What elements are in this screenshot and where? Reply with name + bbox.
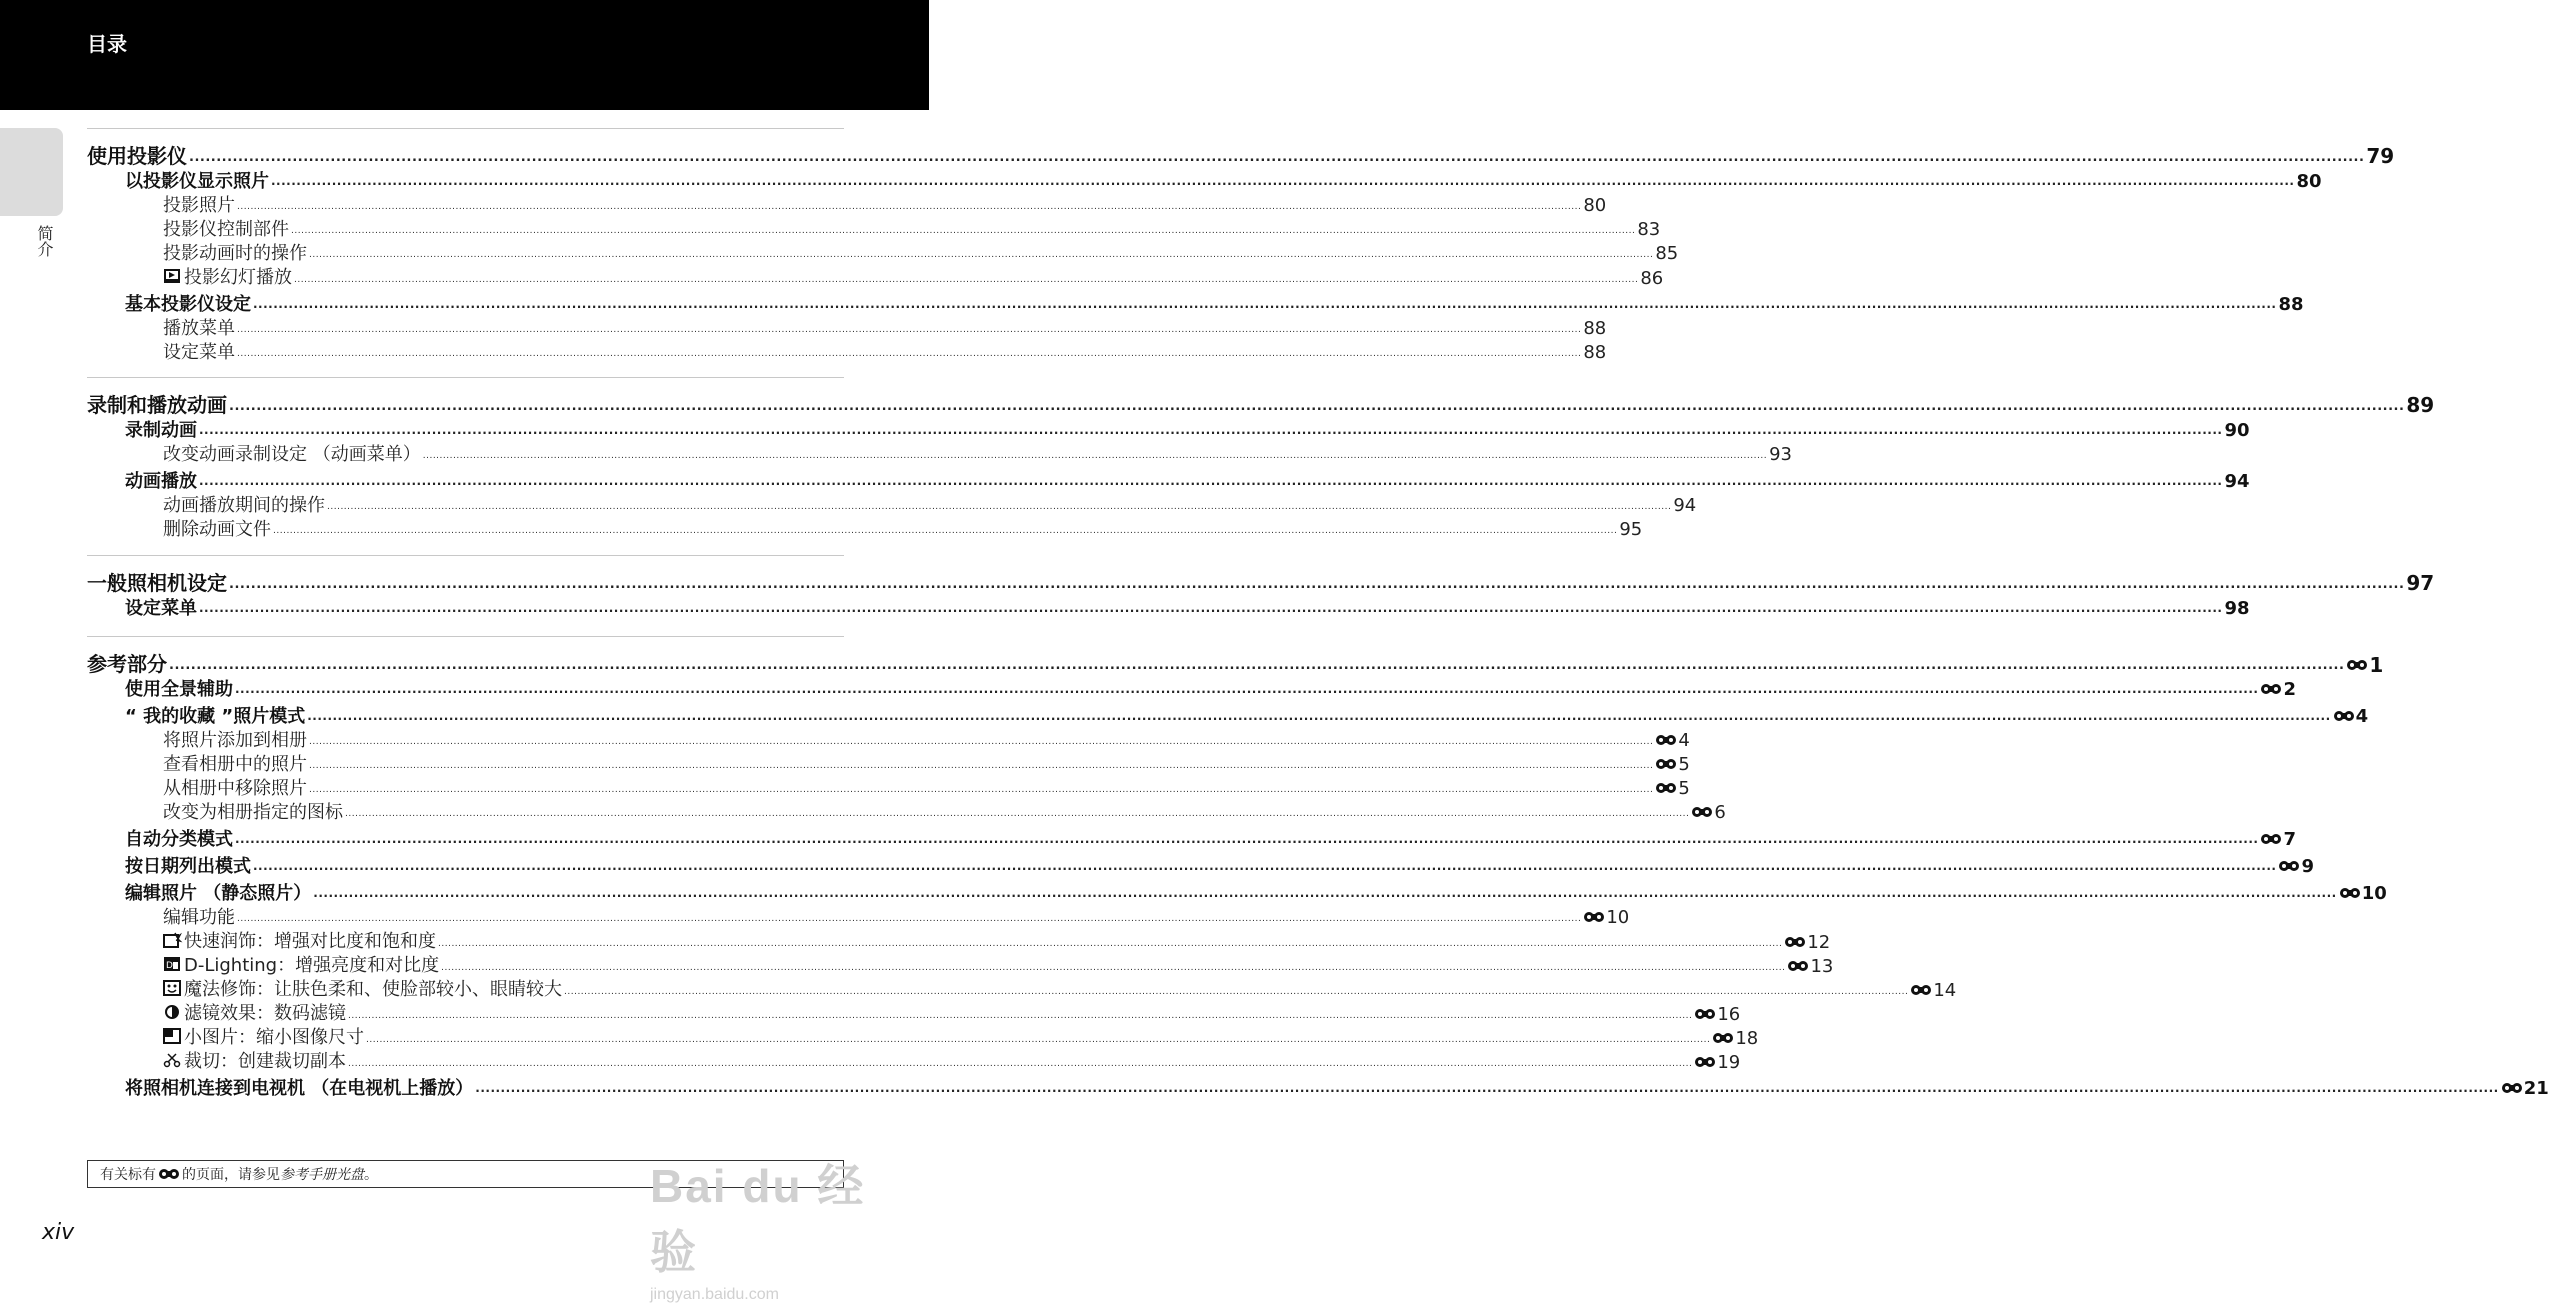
toc-page-number-text: 90 [2224,420,2250,441]
toc-entry-label [163,798,343,824]
toc-entry-label [163,903,235,929]
toc-entry[interactable] [125,594,2250,620]
filter-effects-icon [163,1004,181,1020]
leader-dots: ................................................................................................................................................................................................................................................................................................................................................................................................................ [441,963,1786,973]
small-picture-icon [163,1028,181,1044]
leader-dots: ................................................................................................................................................................................................................................................................................................................................................................................................................ [199,423,2223,437]
toc-entry-text: 编辑照片 （静态照片） [125,883,312,904]
toc-page-number-text: 88 [1583,318,1607,339]
toc-page-number-text: 13 [1810,955,1834,977]
toc-page-number-text: 18 [1735,1027,1759,1049]
leader-dots: ................................................................................................................................................................................................................................................................................................................................................................................................................ [271,174,2295,188]
toc-entry-label [163,1023,364,1049]
leader-dots: ................................................................................................................................................................................................................................................................................................................................................................................................................ [199,601,2223,615]
glamour-retouch-icon [163,980,181,996]
toc-entry[interactable] [125,879,2387,905]
toc-entry-text: 以投影仪显示照片 [125,171,269,192]
toc-page-number [2224,420,2249,441]
toc-entry-text: 设定菜单 [163,342,235,363]
toc-entry-text: 投影幻灯播放 [184,267,292,288]
toc-entry-label [163,215,289,241]
toc-page-number-text: 5 [1678,753,1690,775]
reference-icon [1583,911,1605,923]
toc-page-number [2260,829,2296,850]
toc-entry-text: 裁切：创建裁切副本 [184,1051,346,1072]
toc-entry-label [163,515,271,541]
toc-page-number [1784,932,1830,953]
toc-entry-text: 使用投影仪 [87,144,187,168]
toc-entry-label [163,726,307,752]
toc-page-number [1619,519,1642,540]
footnote-reference[interactable]: 参考手册光盘 [280,1167,364,1183]
toc-page-number [1694,1052,1740,1073]
leader-dots: ................................................................................................................................................................................................................................................................................................................................................................................................................ [422,451,1768,461]
leader-dots: ................................................................................................................................................................................................................................................................................................................................................................................................................ [237,202,1582,212]
toc-entry-label [163,999,346,1025]
toc-page-number [1787,956,1833,977]
toc-entry-text: 参考部分 [87,652,167,676]
leader-dots: ................................................................................................................................................................................................................................................................................................................................................................................................................ [199,474,2223,488]
reference-icon [1712,1032,1734,1044]
toc-page-number [1583,195,1606,216]
section-divider [87,128,844,129]
toc-page-number-text: 93 [1769,444,1792,465]
toc-entry-text: 魔法修饰：让肤色柔和、使脸部较小、眼睛较大 [184,979,562,1000]
reference-icon [2278,860,2300,872]
toc-page-number-text: 10 [1606,906,1630,928]
toc-entry[interactable] [163,263,1664,289]
toc-page-number-text: 85 [1655,243,1679,264]
toc-entry[interactable] [163,515,1643,541]
leader-dots: ................................................................................................................................................................................................................................................................................................................................................................................................................ [237,325,1582,335]
svg-text:D: D [166,961,173,971]
toc-page-number [2501,1078,2549,1099]
watermark-text: Bai du 经验 [650,1160,866,1278]
toc-page-number-text: 94 [1673,495,1697,516]
toc-entry-label [163,750,307,776]
leader-dots: ................................................................................................................................................................................................................................................................................................................................................................................................................ [313,886,2337,900]
toc-entry[interactable] [125,1074,2549,1100]
header-bar [0,0,929,110]
leader-dots: ................................................................................................................................................................................................................................................................................................................................................................................................................ [237,914,1582,924]
reference-icon [1655,758,1677,770]
toc-page-number [2278,294,2303,315]
toc-entry-text: 按日期列出模式 [125,856,251,877]
toc-entry-label [163,440,421,466]
toc-page-number-text: 88 [2278,294,2304,315]
toc-entry[interactable] [163,440,1792,466]
toc-entry[interactable] [163,903,1630,929]
reference-icon [1910,984,1932,996]
reference-icon [1691,806,1713,818]
toc-entry-label [125,825,233,851]
leader-dots: ................................................................................................................................................................................................................................................................................................................................................................................................................ [366,1035,1711,1045]
toc-page-number-text: 88 [1583,342,1607,363]
toc-entry[interactable] [87,140,2395,169]
toc-entry-text: 播放菜单 [163,318,235,339]
toc-entry-label [163,338,235,364]
toc-entry-text: 从相册中移除照片 [163,778,307,799]
reference-icon [2339,887,2361,899]
toc-entry[interactable] [125,167,2322,193]
reference-icon [2260,683,2282,695]
toc-entry-text: “ 我的收藏 ”照片模式 [125,706,306,727]
leader-dots: ................................................................................................................................................................................................................................................................................................................................................................................................................ [307,709,2331,723]
toc-entry-text: 快速润饰：增强对比度和饱和度 [184,931,436,952]
toc-entry-text: 设定菜单 [125,598,197,619]
section-divider [87,377,844,378]
toc-page-number [1691,802,1725,823]
toc-page-number-text: 14 [1933,979,1957,1001]
toc-entry[interactable] [163,726,1690,752]
toc-entry-text: 投影动画时的操作 [163,243,307,264]
toc-entry-label [125,1074,473,1100]
footnote-suffix: 。 [364,1167,378,1183]
toc-page-number-text: 4 [2355,705,2369,727]
section-divider [87,636,844,637]
toc-page-number [1673,495,1696,516]
toc-entry-text: 小图片：缩小图像尺寸 [184,1027,364,1048]
toc-page-number-text: 94 [2224,471,2250,492]
toc-page-number [1655,243,1678,264]
slideshow-icon [163,268,181,284]
side-tab[interactable] [0,128,63,216]
reference-icon [1787,960,1809,972]
leader-dots: ................................................................................................................................................................................................................................................................................................................................................................................................................ [327,502,1672,512]
toc-entry-text: 投影照片 [163,195,235,216]
leader-dots: ................................................................................................................................................................................................................................................................................................................................................................................................................ [273,526,1618,536]
toc-page-number-text: 95 [1619,519,1643,540]
toc-entry[interactable] [125,290,2304,316]
toc-entry[interactable] [125,467,2250,493]
toc-page-number-text: 80 [2296,171,2322,192]
leader-dots: ................................................................................................................................................................................................................................................................................................................................................................................................................ [564,987,1909,997]
toc-entry[interactable] [163,491,1697,517]
toc-entry-text: 删除动画文件 [163,519,271,540]
reference-icon [1655,734,1677,746]
toc-entry-text: 动画播放期间的操作 [163,495,325,516]
toc-entry[interactable] [163,314,1607,340]
toc-page-number [1583,318,1606,339]
toc-page-number-text: 1 [2369,653,2384,677]
toc-entry-label [163,314,235,340]
toc-entry[interactable] [163,975,1957,1001]
leader-dots: ................................................................................................................................................................................................................................................................................................................................................................................................................ [169,658,2345,673]
toc-entry[interactable] [163,1023,1759,1049]
toc-page-number [1769,444,1792,465]
toc-entry-text: 录制动画 [125,420,197,441]
toc-page-number-text: 7 [2283,828,2296,850]
watermark [650,1150,880,1303]
toc-entry-label [125,702,305,728]
leader-dots: ................................................................................................................................................................................................................................................................................................................................................................................................................ [345,809,1690,819]
toc-entry-label [125,594,197,620]
toc-entry[interactable] [87,389,2435,418]
toc-page-number [1655,730,1689,751]
toc-page-number-text: 19 [1717,1051,1741,1073]
toc-entry-label [163,927,436,953]
toc-entry[interactable] [163,774,1690,800]
toc-entry-label [87,567,227,596]
leader-dots: ................................................................................................................................................................................................................................................................................................................................................................................................................ [235,832,2259,846]
toc-entry-label [87,389,227,418]
page-title: 目录 [87,32,127,56]
leader-dots: ................................................................................................................................................................................................................................................................................................................................................................................................................ [291,226,1636,236]
toc-page-number [1637,219,1660,240]
toc-entry-text: 将照相机连接到电视机 （在电视机上播放） [125,1078,474,1099]
toc-entry-label [125,675,233,701]
toc-page-number [1640,268,1663,289]
reference-icon [2260,833,2282,845]
d-lighting-icon [163,956,181,972]
toc-entry[interactable] [163,927,1831,953]
toc-page-number [2406,393,2434,417]
toc-entry-label [125,852,251,878]
toc-page-number [2333,706,2369,727]
toc-entry[interactable] [163,239,1679,265]
toc-entry-label [87,140,187,169]
toc-page-number-text: 83 [1637,219,1661,240]
toc-page-number [1712,1028,1758,1049]
toc-page-number [2346,653,2383,677]
toc-page-number-text: 97 [2406,571,2435,595]
reference-icon [1784,936,1806,948]
toc-page-number-text: 79 [2366,144,2395,168]
toc-page-number [1655,778,1689,799]
toc-entry[interactable] [163,951,1834,977]
footnote-middle: 的页面，请参见 [182,1167,280,1183]
toc-entry[interactable] [125,702,2369,728]
toc-page-number-text: 89 [2406,393,2435,417]
toc-entry-text: 动画播放 [125,471,197,492]
toc-entry-label [125,416,197,442]
toc-entry-label [163,191,235,217]
toc-entry[interactable] [163,338,1607,364]
toc-entry-label [125,467,197,493]
leader-dots: ................................................................................................................................................................................................................................................................................................................................................................................................................ [229,577,2405,592]
crop-icon [163,1052,181,1068]
toc-entry-text: 将照片添加到相册 [163,730,307,751]
reference-icon [158,1168,180,1180]
leader-dots: ................................................................................................................................................................................................................................................................................................................................................................................................................ [348,1059,1693,1069]
toc-page-number-text: 80 [1583,195,1607,216]
toc-page-number-text: 98 [2224,598,2250,619]
footnote-prefix: 有关标有 [100,1167,156,1183]
toc-entry-text: 使用全景辅助 [125,679,233,700]
toc-entry-label [163,491,325,517]
toc-page-number-text: 86 [1640,268,1664,289]
toc-page-number [2296,171,2321,192]
toc-entry[interactable] [163,1047,1741,1073]
toc-page-number [2406,571,2434,595]
leader-dots: ................................................................................................................................................................................................................................................................................................................................................................................................................ [309,761,1654,771]
toc-page-number-text: 12 [1807,931,1831,953]
toc-entry[interactable] [163,750,1690,776]
toc-entry[interactable] [163,999,1741,1025]
toc-entry-label [125,879,311,905]
section-divider [87,555,844,556]
reference-icon [2501,1082,2523,1094]
toc-page-number [1694,1004,1740,1025]
leader-dots: ................................................................................................................................................................................................................................................................................................................................................................................................................ [475,1081,2499,1095]
toc-entry-label [125,167,269,193]
toc-page-number-text: 21 [2523,1077,2549,1099]
leader-dots: ................................................................................................................................................................................................................................................................................................................................................................................................................ [294,275,1639,285]
toc-page-number [2278,856,2314,877]
toc-page-number-text: 5 [1678,777,1690,799]
leader-dots: ................................................................................................................................................................................................................................................................................................................................................................................................................ [189,150,2365,165]
toc-entry-text: D-Lighting：增强亮度和对比度 [184,955,440,976]
leader-dots: ................................................................................................................................................................................................................................................................................................................................................................................................................ [229,399,2405,414]
toc-entry-label [163,263,292,289]
toc-entry-text: 录制和播放动画 [87,393,227,417]
toc-entry-label [163,1047,346,1073]
toc-entry-label [163,951,439,977]
page-number: xiv [42,1220,75,1245]
toc-page-number-text: 10 [2361,882,2387,904]
toc-page-number [2224,471,2249,492]
toc-page-number-text: 4 [1678,729,1690,751]
leader-dots: ................................................................................................................................................................................................................................................................................................................................................................................................................ [253,297,2277,311]
leader-dots: ................................................................................................................................................................................................................................................................................................................................................................................................................ [309,785,1654,795]
toc-entry[interactable] [125,825,2296,851]
reference-icon [1694,1008,1716,1020]
side-tab-label: 简介 [35,225,54,257]
toc-page-number [1910,980,1956,1001]
toc-entry-text: 滤镜效果：数码滤镜 [184,1003,346,1024]
watermark-url: jingyan.baidu.com [650,1286,779,1303]
toc-page-number [1583,342,1606,363]
leader-dots: ................................................................................................................................................................................................................................................................................................................................................................................................................ [438,939,1783,949]
reference-icon [2346,659,2368,671]
reference-icon [1694,1056,1716,1068]
toc-entry[interactable] [87,567,2435,596]
toc-entry-label [163,975,562,1001]
toc-entry-label [125,290,251,316]
toc-entry[interactable] [87,648,2384,677]
toc-page-number-text: 9 [2301,855,2314,877]
reference-icon [1655,782,1677,794]
toc-page-number [2366,144,2394,168]
toc-entry-text: 改变为相册指定的图标 [163,802,343,823]
toc-entry-text: 编辑功能 [163,907,235,928]
toc-page-number [2339,883,2387,904]
toc-entry[interactable] [163,191,1607,217]
toc-entry-label [163,774,307,800]
toc-page-number [1655,754,1689,775]
leader-dots: ................................................................................................................................................................................................................................................................................................................................................................................................................ [235,682,2259,696]
toc-entry[interactable] [125,416,2250,442]
toc-page-number-text: 16 [1717,1003,1741,1025]
toc-page-number [2260,679,2296,700]
leader-dots: ................................................................................................................................................................................................................................................................................................................................................................................................................ [309,737,1654,747]
leader-dots: ................................................................................................................................................................................................................................................................................................................................................................................................................ [348,1011,1693,1021]
leader-dots: ................................................................................................................................................................................................................................................................................................................................................................................................................ [309,250,1654,260]
toc-entry[interactable] [125,675,2296,701]
toc-entry-label [163,239,307,265]
toc-entry-label [87,648,167,677]
toc-page-number [2224,598,2249,619]
toc-page-number-text: 2 [2283,678,2296,700]
toc-entry-text: 改变动画录制设定 （动画菜单） [163,444,421,465]
leader-dots: ................................................................................................................................................................................................................................................................................................................................................................................................................ [237,349,1582,359]
leader-dots: ................................................................................................................................................................................................................................................................................................................................................................................................................ [253,859,2277,873]
toc-entry-text: 一般照相机设定 [87,571,227,595]
toc-entry-text: 基本投影仪设定 [125,294,251,315]
reference-icon [2333,710,2355,722]
toc-page-number-text: 6 [1714,801,1726,823]
toc-entry-text: 查看相册中的照片 [163,754,307,775]
toc-entry[interactable] [125,852,2314,878]
toc-entry-text: 自动分类模式 [125,829,233,850]
toc-entry[interactable] [163,798,1726,824]
quick-retouch-icon [163,932,181,948]
toc-entry-text: 投影仪控制部件 [163,219,289,240]
toc-page-number [1583,907,1629,928]
toc-entry[interactable] [163,215,1661,241]
